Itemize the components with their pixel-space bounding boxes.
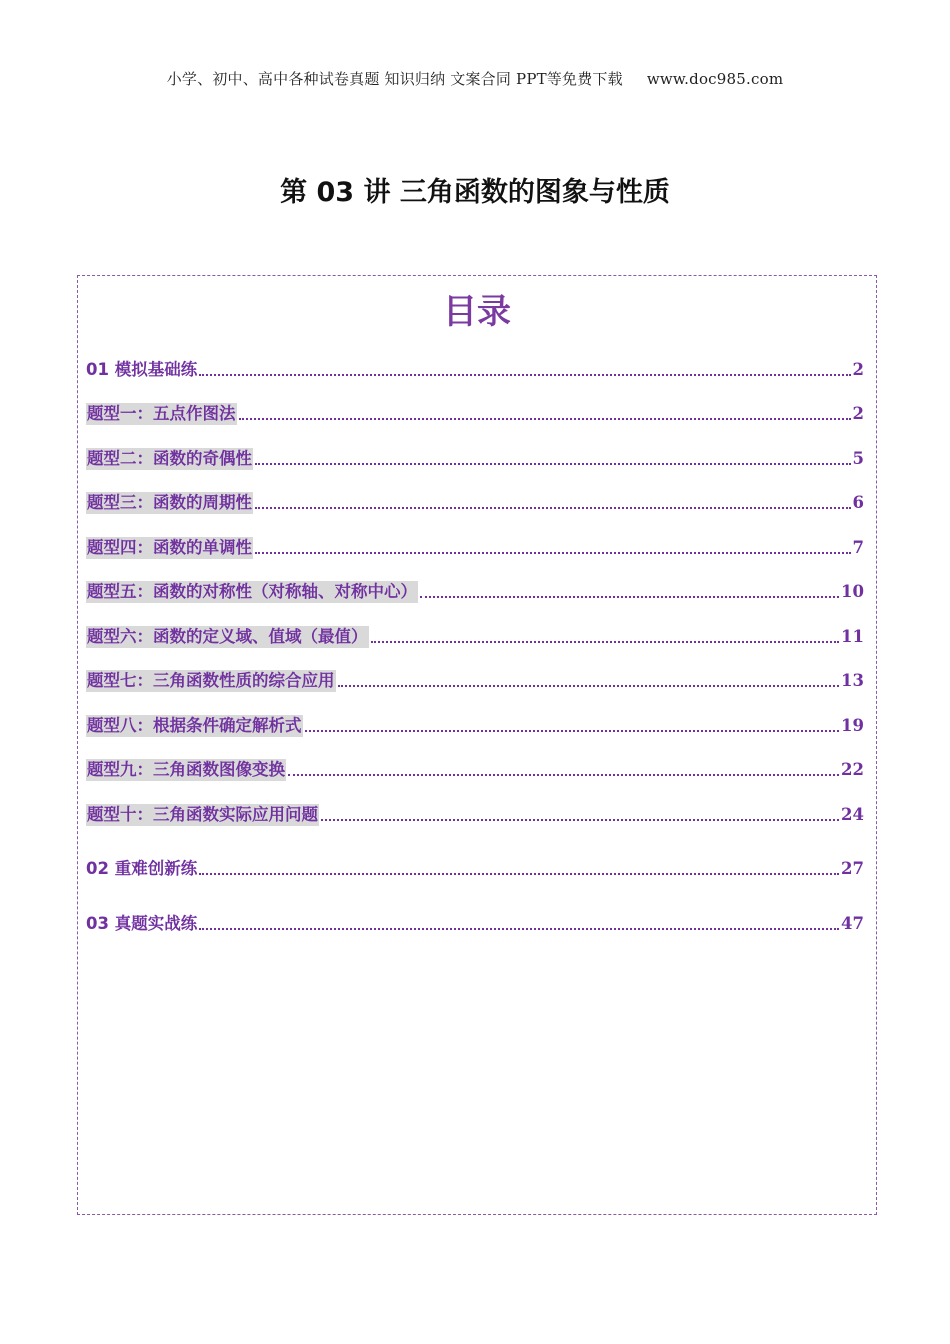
toc-entry[interactable] <box>86 802 864 826</box>
toc-entry-label: 02 重难创新练 <box>86 859 198 878</box>
toc-entry-page: 6 <box>852 493 864 512</box>
toc-entry[interactable] <box>86 401 864 425</box>
table-of-contents <box>77 275 877 1215</box>
toc-leader-dots <box>239 418 851 420</box>
toc-entry-label: 题型八：根据条件确定解析式 <box>87 716 302 735</box>
toc-entry-page: 19 <box>841 716 864 735</box>
toc-entry-page: 24 <box>841 805 864 824</box>
toc-entry[interactable] <box>86 713 864 737</box>
toc-entry[interactable] <box>86 579 864 603</box>
toc-entry-page: 7 <box>852 538 864 557</box>
toc-entry[interactable] <box>86 446 864 470</box>
toc-entry[interactable] <box>86 624 864 648</box>
toc-entry-page: 22 <box>841 760 864 779</box>
toc-entry-label: 题型五：函数的对称性（对称轴、对称中心） <box>87 582 417 601</box>
header-url[interactable]: www.doc985.com <box>646 70 784 88</box>
header-left-text: 小学、初中、高中各种试卷真题 知识归纳 文案合同 PPT等免费下载 <box>166 70 623 88</box>
toc-entry-label: 题型九：三角函数图像变换 <box>87 760 285 779</box>
toc-leader-dots <box>305 730 840 732</box>
document-title: 第 03 讲 三角函数的图象与性质 <box>280 177 670 208</box>
toc-leader-dots <box>338 685 840 687</box>
toc-entry-page: 13 <box>841 671 864 690</box>
toc-entry-label: 题型二：函数的奇偶性 <box>87 449 252 468</box>
toc-entry-label: 01 模拟基础练 <box>86 360 198 379</box>
toc-leader-dots <box>371 641 840 643</box>
toc-entry-label: 03 真题实战练 <box>86 914 198 933</box>
toc-entry-label: 题型四：函数的单调性 <box>87 538 252 557</box>
toc-entry[interactable] <box>86 535 864 559</box>
toc-leader-dots <box>255 552 851 554</box>
toc-heading: 目录 <box>443 292 511 332</box>
toc-entry-page: 2 <box>852 404 864 423</box>
toc-entry[interactable] <box>86 911 864 935</box>
toc-leader-dots <box>255 507 851 509</box>
toc-entry-label: 题型一：五点作图法 <box>87 404 236 423</box>
toc-entry-label: 题型六：函数的定义域、值域（最值） <box>87 627 368 646</box>
toc-entry-label: 题型三：函数的周期性 <box>87 493 252 512</box>
toc-entry-page: 11 <box>841 627 864 646</box>
toc-entry-page: 47 <box>841 914 864 933</box>
toc-entry[interactable] <box>86 856 864 880</box>
toc-entry-label: 题型七：三角函数性质的综合应用 <box>87 671 335 690</box>
toc-entry-label: 题型十：三角函数实际应用问题 <box>87 805 318 824</box>
toc-leader-dots <box>420 596 839 598</box>
toc-entry-page: 2 <box>852 360 864 379</box>
toc-entry[interactable] <box>86 357 864 381</box>
toc-entry-page: 27 <box>841 859 864 878</box>
toc-entry[interactable] <box>86 490 864 514</box>
toc-entry[interactable] <box>86 668 864 692</box>
toc-leader-dots <box>321 819 839 821</box>
toc-entry-page: 5 <box>852 449 864 468</box>
toc-leader-dots <box>288 774 839 776</box>
toc-leader-dots <box>199 374 850 376</box>
toc-leader-dots <box>255 463 851 465</box>
toc-leader-dots <box>199 873 839 875</box>
toc-leader-dots <box>199 928 839 930</box>
page-header <box>0 68 950 89</box>
toc-entry-page: 10 <box>841 582 864 601</box>
toc-entry[interactable] <box>86 757 864 781</box>
